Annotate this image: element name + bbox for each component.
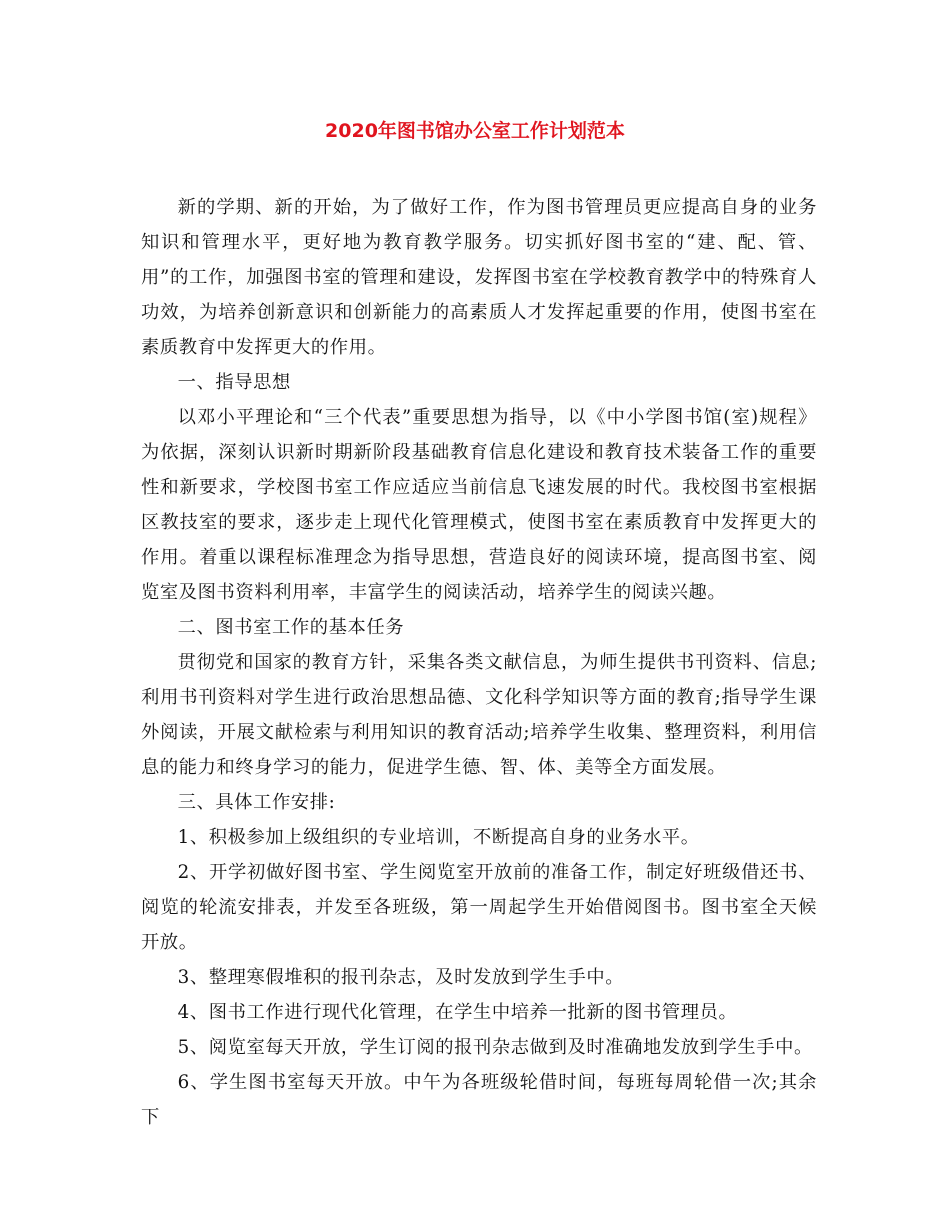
section-heading-work-arrangement: 三、具体工作安排: bbox=[177, 792, 336, 813]
list-item-6: 6、学生图书室每天开放。中午为各班级轮借时间，每班每周轮借一次;其余下 bbox=[141, 1072, 817, 1128]
list-item-3: 3、整理寒假堆积的报刊杂志，及时发放到学生手中。 bbox=[177, 967, 625, 988]
section-heading-basic-tasks: 二、图书室工作的基本任务 bbox=[177, 617, 405, 638]
paragraph-guiding-ideology: 以邓小平理论和“三个代表”重要思想为指导，以《中小学图书馆(室)规程》为依据，深刻认识新时期新阶段基础教育信息化建设和教育技术装备工作的重要性和新要求，学校图书室工作应适应当前信息飞速发展的时代。我校图书室根据区教技室的要求，逐步走上现代化管理模式，使图书室在素质教育中发挥更大的作用。着重以课程标准理念为指导思想，营造良好的阅读环境，提高图书室、阅览室及图书资料利用率，丰富学生的阅读活动，培养学生的阅读兴趣。 bbox=[141, 407, 817, 603]
section-heading-guiding-ideology: 一、指导思想 bbox=[177, 372, 291, 393]
list-item-2: 2、开学初做好图书室、学生阅览室开放前的准备工作，制定好班级借还书、阅览的轮流安排表，并发至各班级，第一周起学生开始借阅图书。图书室全天候开放。 bbox=[141, 862, 817, 953]
list-item-1: 1、积极参加上级组织的专业培训，不断提高自身的业务水平。 bbox=[177, 827, 700, 848]
document-title: 2020年图书馆办公室工作计划范本 bbox=[325, 120, 625, 142]
paragraph-basic-tasks: 贯彻党和国家的教育方针，采集各类文献信息，为师生提供书刊资料、信息;利用书刊资料对学生进行政治思想品德、文化科学知识等方面的教育;指导学生课外阅读，开展文献检索与利用知识的教育活动;培养学生收集、整理资料，利用信息的能力和终身学习的能力，促进学生德、智、体、美等全方面发展。 bbox=[141, 652, 817, 778]
list-item-5: 5、阅览室每天开放，学生订阅的报刊杂志做到及时准确地发放到学生手中。 bbox=[177, 1037, 813, 1058]
paragraph-intro: 新的学期、新的开始，为了做好工作，作为图书管理员更应提高自身的业务知识和管理水平，更好地为教育教学服务。切实抓好图书室的“建、配、管、用”的工作，加强图书室的管理和建设，发挥图书室在学校教育教学中的特殊育人功效，为培养创新意识和创新能力的高素质人才发挥起重要的作用，使图书室在素质教育中发挥更大的作用。 bbox=[141, 197, 817, 358]
list-item-4: 4、图书工作进行现代化管理，在学生中培养一批新的图书管理员。 bbox=[177, 1002, 738, 1023]
document-body bbox=[141, 190, 817, 1135]
